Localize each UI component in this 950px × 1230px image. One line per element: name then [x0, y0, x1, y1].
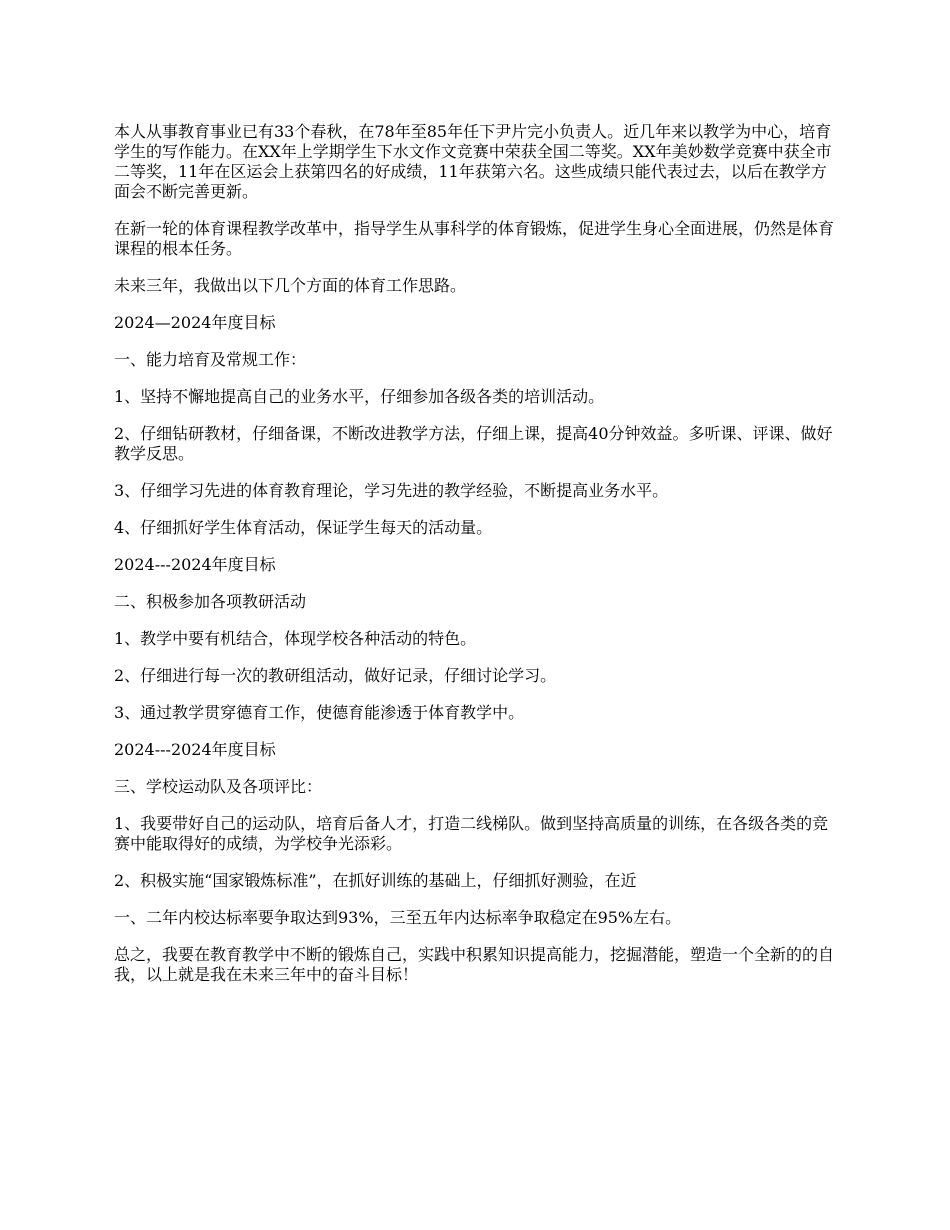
section-heading: 二、积极参加各项教研活动 [114, 592, 307, 611]
plan-intro-paragraph: 未来三年，我做出以下几个方面的体育工作思路。 [114, 276, 467, 295]
list-item: 3、通过教学贯穿德育工作，使德育能渗透于体育教学中。 [114, 703, 525, 722]
conclusion-paragraph: 总之，我要在教育教学中不断的锻炼自己，实践中积累知识提高能力，挖掘潜能，塑造一个全新的的自我，以上就是我在未来三年中的奋斗目标！ [114, 945, 835, 984]
list-item: 1、我要带好自己的运动队，培育后备人才，打造二线梯队。做到坚持高质量的训练，在各级各类的竞赛中能取得好的成绩，为学校争光添彩。 [114, 814, 829, 853]
intro-paragraph: 本人从事教育事业已有33个春秋，在78年至85年任下尹片完小负责人。近几年来以教学为中心，培育学生的写作能力。在XX年上学期学生下水文作文竞赛中荣获全国二等奖。XX年美妙数学竞赛中获全市二等奖，11年在区运会上获第四名的好成绩，11年获第六名。这些成绩只能代表过去，以后在教学方面会不断完善更新。 [114, 122, 832, 201]
year-goal-heading: 2024---2024年度目标 [114, 555, 276, 574]
document-body [114, 122, 840, 1002]
list-item: 1、坚持不懈地提高自己的业务水平，仔细参加各级各类的培训活动。 [114, 387, 605, 406]
list-item: 1、教学中要有机结合，体现学校各种活动的特色。 [114, 629, 477, 648]
list-item: 3、仔细学习先进的体育教育理论，学习先进的教学经验，不断提高业务水平。 [114, 481, 669, 500]
reform-paragraph: 在新一轮的体育课程教学改革中，指导学生从事科学的体育锻炼，促进学生身心全面进展，仍然是体育课程的根本任务。 [114, 219, 835, 258]
year-goal-heading: 2024---2024年度目标 [114, 740, 276, 759]
list-item: 2、积极实施“国家锻炼标准”，在抓好训练的基础上，仔细抓好测验，在近 [114, 871, 637, 890]
section-heading: 三、学校运动队及各项评比： [114, 777, 323, 796]
list-item: 4、仔细抓好学生体育活动，保证学生每天的活动量。 [114, 518, 493, 537]
list-item: 2、仔细进行每一次的教研组活动，做好记录，仔细讨论学习。 [114, 666, 557, 685]
section-heading: 一、能力培育及常规工作： [114, 350, 307, 369]
year-goal-heading: 2024—2024年度目标 [114, 313, 276, 332]
list-item: 一、二年内校达标率要争取达到93%，三至五年内达标率争取稳定在95%左右。 [114, 908, 682, 927]
list-item: 2、仔细钻研教材，仔细备课，不断改进教学方法，仔细上课，提高40分钟效益。多听课、评课、做好教学反思。 [114, 424, 833, 463]
